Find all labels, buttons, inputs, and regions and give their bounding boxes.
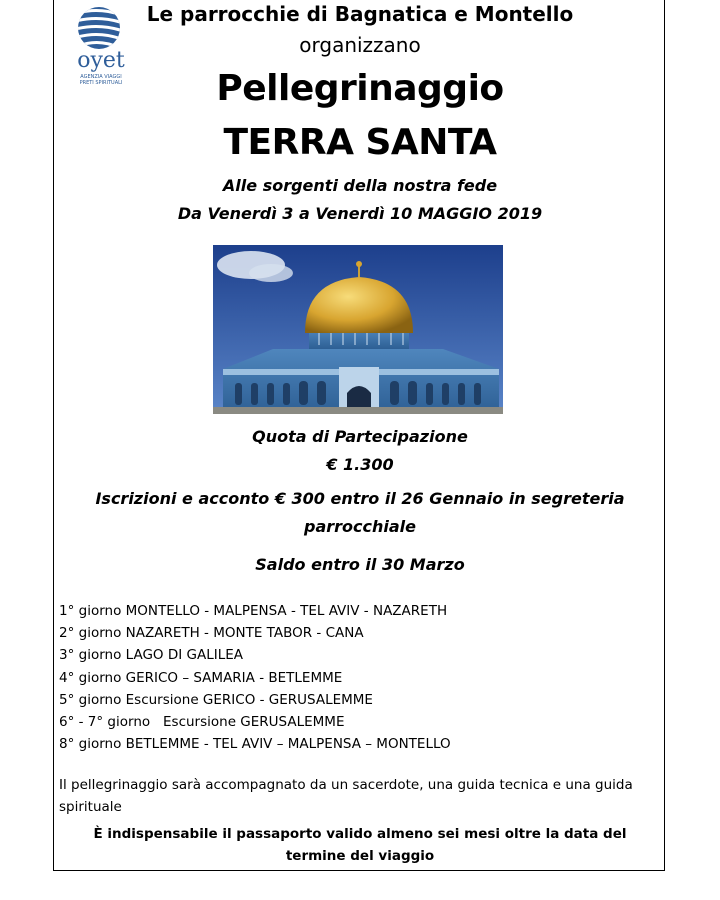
itinerary-day: 6° - 7° giorno Escursione GERUSALEMME: [59, 714, 345, 731]
page-title: Pellegrinaggio: [216, 68, 504, 109]
logo-tagline-2: PRETI SPIRITUALI: [79, 80, 123, 86]
itinerary-day: 4° giorno GERICO – SAMARIA - BETLEMME: [59, 669, 343, 686]
page-title-destination: TERRA SANTA: [223, 122, 497, 163]
itinerary-day: 8° giorno BETLEMME - TEL AVIV – MALPENSA – MONTELLO: [59, 736, 451, 753]
logo-tagline-1: AGENZIA VIAGGI: [80, 74, 122, 80]
passport-note-line-1: È indispensabile il passaporto valido almeno sei mesi oltre la data del: [93, 826, 627, 842]
logo-wordmark: oyet: [77, 48, 125, 73]
registration-line-2: parrocchiale: [304, 517, 416, 536]
organizers-line-2: organizzano: [299, 33, 421, 57]
itinerary-list: [59, 600, 451, 755]
trip-dates: Da Venerdì 3 a Venerdì 10 MAGGIO 2019: [177, 204, 543, 223]
itinerary-day: 5° giorno Escursione GERICO - GERUSALEMME: [59, 691, 373, 708]
organizers-line-1: Le parrocchie di Bagnatica e Montello: [146, 2, 574, 26]
registration-line-1: Iscrizioni e acconto € 300 entro il 26 Gennaio in segreteria: [95, 489, 625, 508]
price-amount: € 1.300: [326, 455, 394, 474]
balance-deadline: Saldo entro il 30 Marzo: [255, 555, 465, 574]
price-label: Quota di Partecipazione: [252, 427, 468, 446]
itinerary-day: 2° giorno NAZARETH - MONTE TABOR - CANA: [59, 625, 364, 642]
passport-note: [0, 823, 720, 867]
dome-of-the-rock-photo: [213, 245, 503, 414]
subtitle: Alle sorgenti della nostra fede: [222, 176, 498, 195]
itinerary-day: 1° giorno MONTELLO - MALPENSA - TEL AVIV - NAZARETH: [59, 603, 448, 619]
itinerary-day: 3° giorno LAGO DI GALILEA: [59, 647, 243, 664]
passport-note-line-2: termine del viaggio: [285, 848, 435, 864]
accompaniment-note: Il pellegrinaggio sarà accompagnato da un sacerdote, una guida tecnica e una guida spirituale: [59, 777, 633, 815]
